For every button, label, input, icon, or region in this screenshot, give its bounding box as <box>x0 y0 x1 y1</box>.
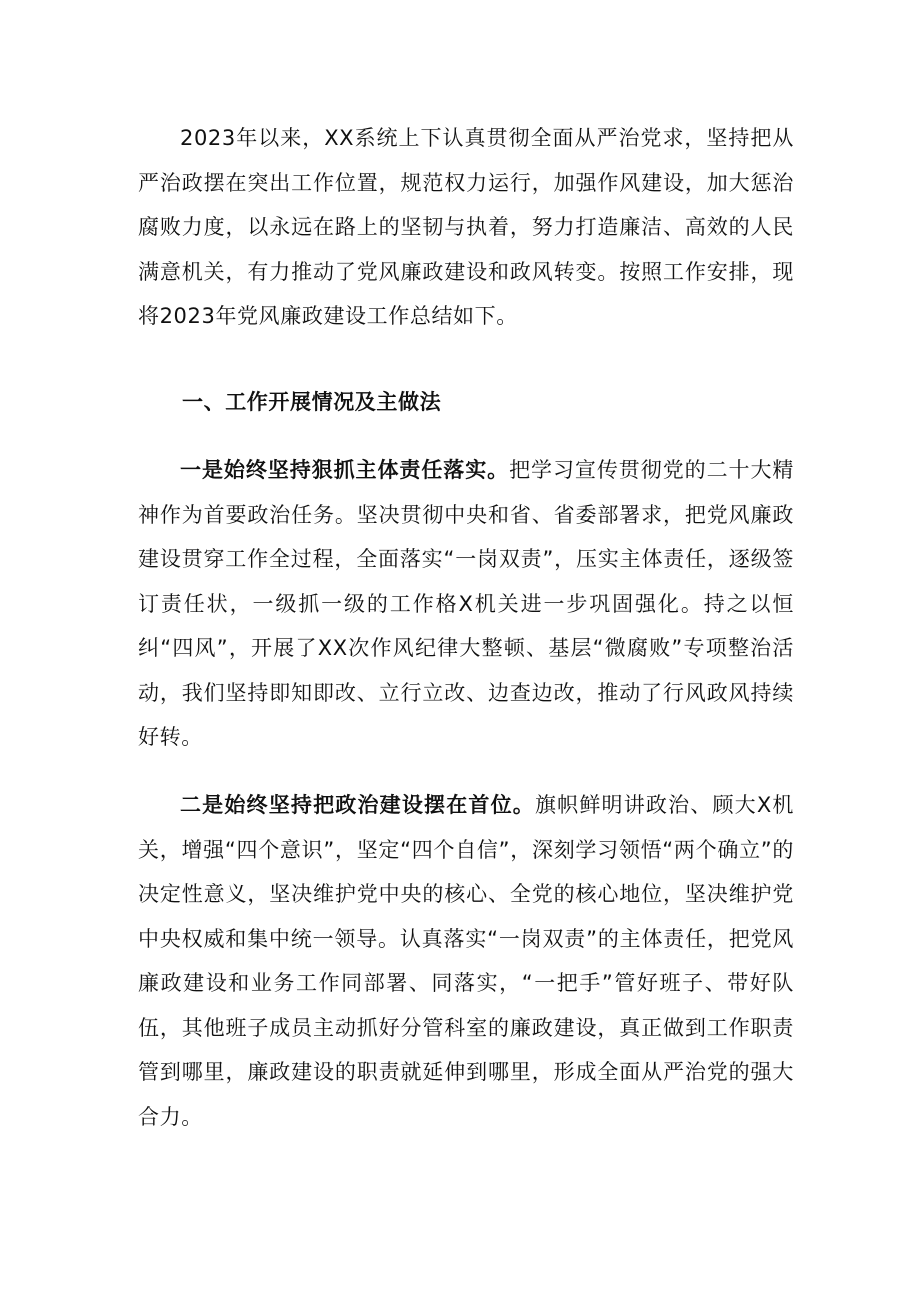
section-heading: 一、工作开展情况及主做法 <box>182 390 442 414</box>
item-1-body: 把学习宣传贯彻党的二十大精神作为首要政治任务。坚决贯彻中央和省、省委部署求，把党风廉政建设贯穿工作全过程，全面落实“一岗双责”，压实主体责任，逐级签订责任状，一级抓一级的工作格X机关进一步巩固强化。持之以恒纠“四风”，开展了XX次作风纪律大整顿、基层“微腐败”专项整治活动，我们坚持即知即改、立行立改、边查边改，推动了行风政风持续好转。 <box>138 458 794 749</box>
item-paragraph-1 <box>138 448 794 760</box>
item-paragraph-2 <box>138 783 794 1139</box>
intro-paragraph: 2023年以来，XX系统上下认真贯彻全面从严治党求，坚持把从严治政摆在突出工作位置，规范权力运行，加强作风建设，加大惩治腐败力度，以永远在路上的坚韧与执着，努力打造廉洁、高效的人民满意机关，有力推动了党风廉政建设和政风转变。按照工作安排，现将2023年党风廉政建设工作总结如下。 <box>138 126 794 328</box>
item-2-body: 旗帜鲜明讲政治、顾大X机关，增强“四个意识”，坚定“四个自信”，深刻学习领悟“两个确立”的决定性意义，坚决维护党中央的核心、全党的核心地位，坚决维护党中央权威和集中统一领导。认真落实“一岗双责”的主体责任，把党风廉政建设和业务工作同部署、同落实，“一把手”管好班子、带好队伍，其他班子成员主动抓好分管科室的廉政建设，真正做到工作职责管到哪里，廉政建设的职责就延伸到哪里，形成全面从严治党的强大合力。 <box>138 793 794 1129</box>
item-2-lead: 二是始终坚持把政治建设摆在首位。 <box>180 793 535 817</box>
item-1-lead: 一是始终坚持狠抓主体责任落实。 <box>180 458 510 482</box>
